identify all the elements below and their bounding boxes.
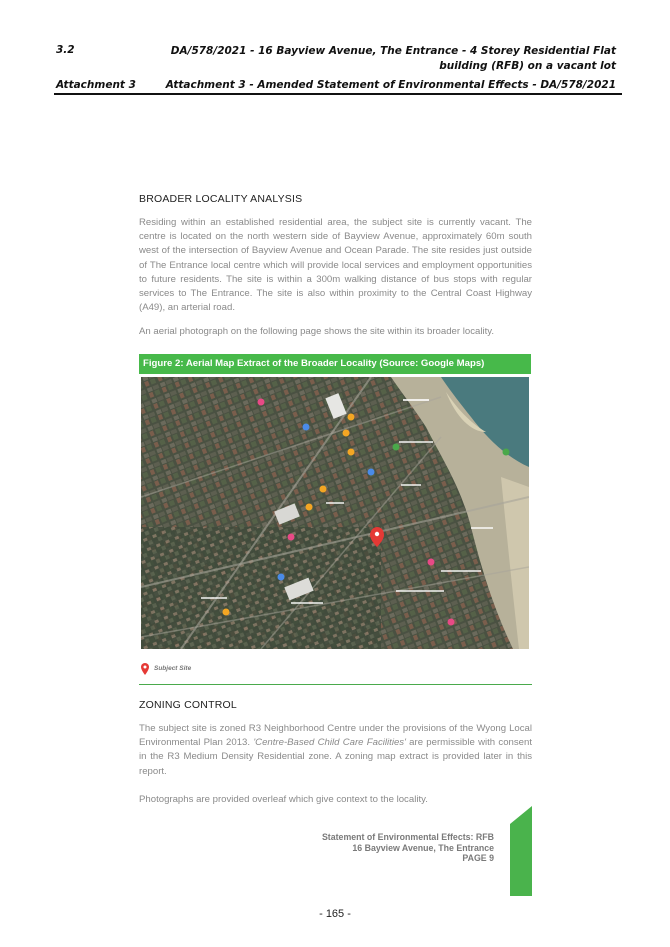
document-title: DA/578/2021 - 16 Bayview Avenue, The Entrance - 4 Storey Residential Flat building (RFB) on a vacant lot [170,45,616,72]
zoning-text-start: The subject site is zoned R3 Neighborhood Centre under the provisions of the Wyong Local Environmental Plan 2013. [139,723,532,749]
photographs-paragraph: Photographs are provided overleaf which give context to the locality. [139,794,428,805]
page-number: - 165 - [319,908,351,920]
header-rule [54,93,622,95]
locality-paragraph: Residing within an established residential area, the subject site is currently vacant. The centre is located on the north western side of Bayview Avenue, approximately 60m south west of the intersection of Bayview Avenue and Ocean Parade. The site resides just outside of The Entrance local centre which will provide local services and employment opportunities to future residents. The site is within a 300m walking distance of bus stops with regular services to The Entrance. The site is also within proximity to the Central Coast Highway (A49), an arterial road. [139,217,532,314]
aerial-map-image [141,377,529,649]
footer-accent-bar [510,806,532,896]
footer-block [322,832,494,864]
zoning-use-term: 'Centre-Based Child Care Facilities' [253,737,406,749]
aerial-intro-paragraph: An aerial photograph on the following page shows the site within its broader locality. [139,326,495,337]
footer-line-1: Statement of Environmental Effects: RFB [321,832,494,842]
zoning-text-end: are permissible with consent in the R3 Medium Density Residential zone. A zoning map extract is provided later in this report. [139,737,532,777]
attachment-label: Attachment 3 [56,79,136,91]
footer-line-3: PAGE 9 [462,853,494,863]
figure-divider [139,684,532,685]
legend-label: Subject Site [154,665,192,672]
section-heading-broader-locality: BROADER LOCALITY ANALYSIS [139,193,303,205]
section-heading-zoning: ZONING CONTROL [139,699,237,711]
item-number: 3.2 [56,44,75,56]
zoning-paragraph [139,722,532,779]
attachment-title: Attachment 3 - Amended Statement of Environmental Effects - DA/578/2021 [165,79,616,91]
footer-line-2: 16 Bayview Avenue, The Entrance [352,842,494,853]
figure-title-bar: Figure 2: Aerial Map Extract of the Broader Locality (Source: Google Maps) [139,354,531,374]
subject-site-pin-icon [139,662,151,676]
